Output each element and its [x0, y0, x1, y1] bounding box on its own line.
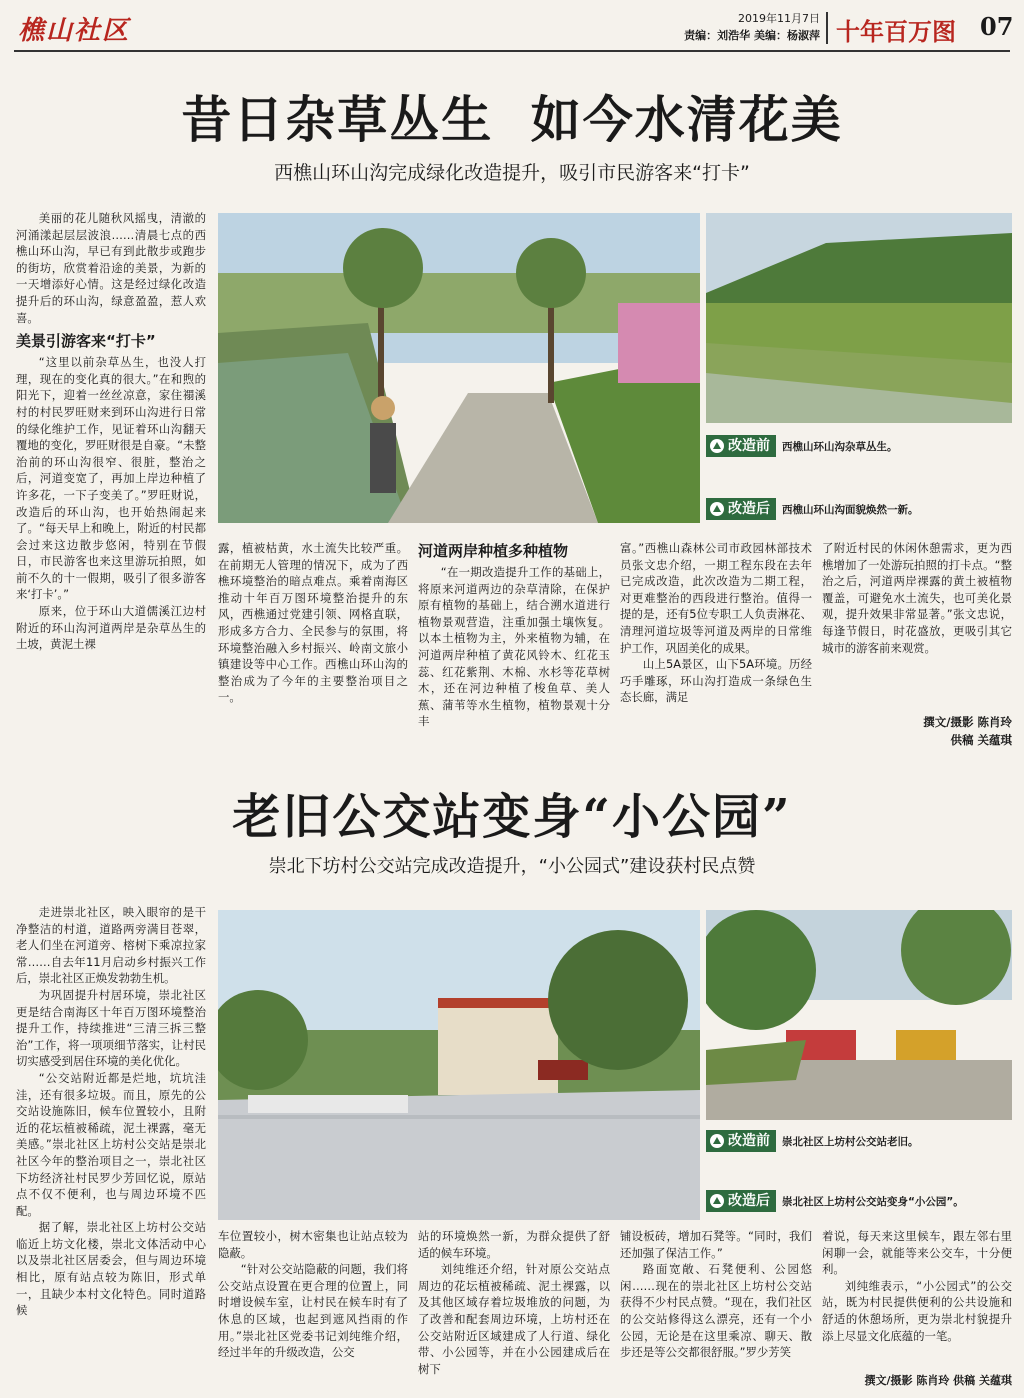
masthead-rule [14, 50, 1010, 52]
article1-column-5 [822, 540, 1012, 690]
article2-paragraph: 据了解，崇北社区上坊村公交站临近上坊文化楼，崇北文体活动中心以及崇北社区居委会，但与周边环境相比，原有站点较为陈旧，形式单一，且缺少本村文化特色。同时道路候 [16, 1220, 206, 1318]
article2-headline: 老旧公交站变身“小公园” [232, 789, 792, 845]
article2-paragraph: 铺设板砖，增加石凳等。“同时，我们还加强了保洁工作。” [620, 1229, 812, 1260]
article2-byline: 撰文/摄影 陈肖玲 供稿 关蕴琪 [864, 1374, 1012, 1387]
article1-byline-2: 供稿 关蕴琪 [950, 733, 1012, 747]
article2-intro: 走进崇北社区，映入眼帘的是干净整洁的村道，道路两旁满目苍翠，老人们坐在河道旁、榕树下乘凉拉家常……自去年11月启动乡村振兴工作后，崇北社区正焕发勃勃生机。 [16, 905, 206, 986]
article1-paragraph: “这里以前杂草丛生，也没人打理，现在的变化真的很大。”在和煦的阳光下，迎着一丝丝凉意，家住禤溪村的村民罗旺财来到环山沟进行日常的绿化维护工作，见证着环山沟翻天覆地的变化，罗旺财很是自豪。“未整治前的环山沟很窄、很脏，整治之后，河道变宽了，再加上岸边种植了许多花，一下子变美了。”罗旺财说，改造后的环山沟，也开始热闹起来了。“每天早上和晚上，附近的村民都会过来这边散步悠闲，特别在节假日，市民游客也来这里游玩拍照，如前不久的十一假期，吸引了很多游客来‘打卡’。” [16, 355, 206, 602]
article2-paragraph: 站的环境焕然一新，为群众提供了舒适的候车环境。 [418, 1229, 610, 1260]
article1-paragraph: 富。”西樵山森林公司市政园林部技术员张文忠介绍，一期工程东段在去年已完成改造，此次改造为二期工程，对更难整治的西段进行整治。值得一提的是，还有5位专职工人负责淋花、清理河道垃圾等河道及两岸的日常维护工作，巩固美化的成果。 [620, 541, 812, 655]
article2-paragraph: “针对公交站隐蔽的问题，我们将公交站点设置在更合理的位置上，同时增设候车室，让村民在候车时有了休息的区域，也起到遮风挡雨的作用。”崇北社区党委书记刘纯维介绍，经过半年的升级改造，公交 [218, 1262, 408, 1360]
article2-column-1 [16, 904, 206, 1388]
article2-paragraph: 车位置较小，树木密集也让站点较为隐蔽。 [218, 1229, 408, 1260]
triangle-icon [710, 439, 724, 453]
article1-paragraph: 露，植被枯黄，水土流失比较严重。在前期无人管理的情况下，成为了西樵环境整治的暗点难点。乘着南海区推动十年百万图环境整治提升的东风，西樵通过党建引领、网格直联，形成多方合力、全民参与的氛围，将环境整治融入乡村振兴、岭南文旅小镇建设等中心工作。西樵山环山沟的整治成为了今年的主要整治项目之一。 [218, 541, 408, 705]
page-number: 07 [980, 12, 1014, 41]
article2-column-5 [822, 1228, 1012, 1368]
article1-subhead-1: 美景引游客来“打卡” [16, 332, 156, 351]
after-caption: 崇北社区上坊村公交站变身“小公园”。 [782, 1195, 964, 1208]
before-badge [706, 1130, 776, 1152]
article2-before-photo [706, 910, 1012, 1120]
article1-column-4 [620, 540, 812, 750]
before-caption: 西樵山环山沟杂草丛生。 [782, 440, 898, 453]
before-badge [706, 435, 776, 457]
masthead-logo: 樵山社区 [18, 16, 131, 46]
article1-after-tag [706, 498, 919, 520]
after-badge [706, 498, 776, 520]
before-label: 改造前 [728, 438, 770, 454]
article1-column-2 [218, 540, 408, 750]
article1-paragraph: 原来，位于环山大道儒溪江边村附近的环山沟河道两岸是杂草丛生的土坡，黄泥土裸 [16, 604, 206, 652]
before-caption: 崇北社区上坊村公交站老旧。 [782, 1135, 919, 1148]
masthead-editors: 责编：刘浩华 美编：杨淑萍 [684, 29, 820, 42]
masthead [0, 0, 1024, 56]
article1-column-3 [418, 540, 610, 750]
article1-paragraph: 山上5A景区，山下5A环境。历经巧手雕琢，环山沟打造成一条绿色生态长廊，满足 [620, 657, 812, 705]
article1-before-photo [706, 213, 1012, 423]
article2-main-photo [218, 910, 700, 1220]
article1-subheadline: 西樵山环山沟完成绿化改造提升，吸引市民游客来“打卡” [274, 162, 750, 184]
article2-paragraph: 为巩固提升村居环境，崇北社区更是结合南海区十年百万图环境整治提升工作，持续推进“三清三拆三整治”工作，将一项项细节落实，让村民切实感受到居住环境的美化优化。 [16, 987, 206, 1069]
after-badge [706, 1190, 776, 1212]
article1-before-tag [706, 435, 898, 457]
article1-main-photo [218, 213, 700, 523]
article1-headline: 昔日杂草丛生 如今水清花美 [181, 90, 843, 149]
article1-paragraph: “在一期改造提升工作的基础上，将原来河道两边的杂草清除，在保护原有植物的基础上，结合溯水道进行植物景观营造，注重加强土壤恢复。以本土植物为主，外来植物为辅，在河道两岸种植了黄花风铃木、红花玉蕊、红花紫荆、木棉、水杉等花草树木，还在河边种植了梭鱼草、美人蕉、蒲苇等水生植物，植物景观十分丰 [418, 565, 610, 729]
masthead-divider [826, 12, 828, 44]
masthead-date: 2019年11月7日 [738, 12, 820, 25]
article1-intro: 美丽的花儿随秋风摇曳，清澈的河涌漾起层层波浪……清晨七点的西樵山环山沟，早已有到此散步或跑步的街坊，欣赏着沿途的美景，为新的一天增添好心情。这是经过绿化改造提升后的环山沟，绿意盈盈，惹人欢喜。 [16, 211, 206, 325]
article2-after-tag [706, 1190, 964, 1212]
article1-subhead-2: 河道两岸种植多种植物 [418, 542, 569, 560]
after-label: 改造后 [728, 1193, 770, 1209]
article2-column-3 [418, 1228, 610, 1388]
article2-subheadline: 崇北下坊村公交站完成改造提升，“小公园式”建设获村民点赞 [268, 856, 756, 877]
article1-column-1 [16, 210, 206, 750]
article1-paragraph: 了附近村民的休闲休憩需求，更为西樵增加了一处游玩拍照的打卡点。“整治之后，河道两岸裸露的黄土被植物覆盖，可避免水土流失，也可美化景观，提升效果非常显著。”张文忠说，每逢节假日，时花盛放，更吸引其它城市的游客前来观赏。 [822, 541, 1012, 655]
triangle-icon [710, 502, 724, 516]
masthead-column: 十年百万图 [836, 17, 956, 46]
before-label: 改造前 [728, 1133, 770, 1149]
article2-column-4 [620, 1228, 812, 1388]
article2-paragraph: 路面宽敞、石凳便利、公园悠闲……现在的崇北社区上坊村公交站获得不少村民点赞。“现在，我们社区的公交站修得这么漂亮，还有一个小公园，无论是在这里乘凉、聊天、散步还是等公交都很舒服。”罗少芳笑 [620, 1262, 812, 1360]
article2-before-tag [706, 1130, 919, 1152]
triangle-icon [710, 1134, 724, 1148]
article2-paragraph: 着说，每天来这里候车，跟左邻右里闲聊一会，就能等来公交车，十分便利。 [822, 1229, 1012, 1277]
article2-paragraph: 刘纯维还介绍，针对原公交站点周边的花坛植被稀疏、泥土裸露，以及其他区域存着垃圾堆放的问题，为了改善和配套周边环境，上坊村还在公交站附近区域建成了人行道、绿化带、小公园等，并在小公园建成后在树下 [418, 1262, 610, 1376]
article2-paragraph: 刘纯维表示，“小公园式”的公交站，既为村民提供便利的公共设施和舒适的休憩场所，更为崇北村貌提升添上尽显文化底蕴的一笔。 [822, 1278, 1012, 1343]
article2-column-2 [218, 1228, 408, 1388]
article1-byline-1: 撰文/摄影 陈肖玲 [923, 715, 1012, 729]
triangle-icon [710, 1194, 724, 1208]
article2-paragraph: “公交站附近都是烂地，坑坑洼洼，还有很多垃圾。而且，原先的公交站设施陈旧，候车位置较小，且附近的花坛植被稀疏，泥土裸露，毫无美感。”崇北社区上坊村公交站是崇北社区今年的整治项目之一，崇北社区下坊经济社村民罗少芳回忆说，原站点不仅不便利，也与周边环境不匹配。 [16, 1070, 206, 1218]
after-label: 改造后 [728, 501, 770, 517]
after-caption: 西樵山环山沟面貌焕然一新。 [782, 503, 919, 516]
